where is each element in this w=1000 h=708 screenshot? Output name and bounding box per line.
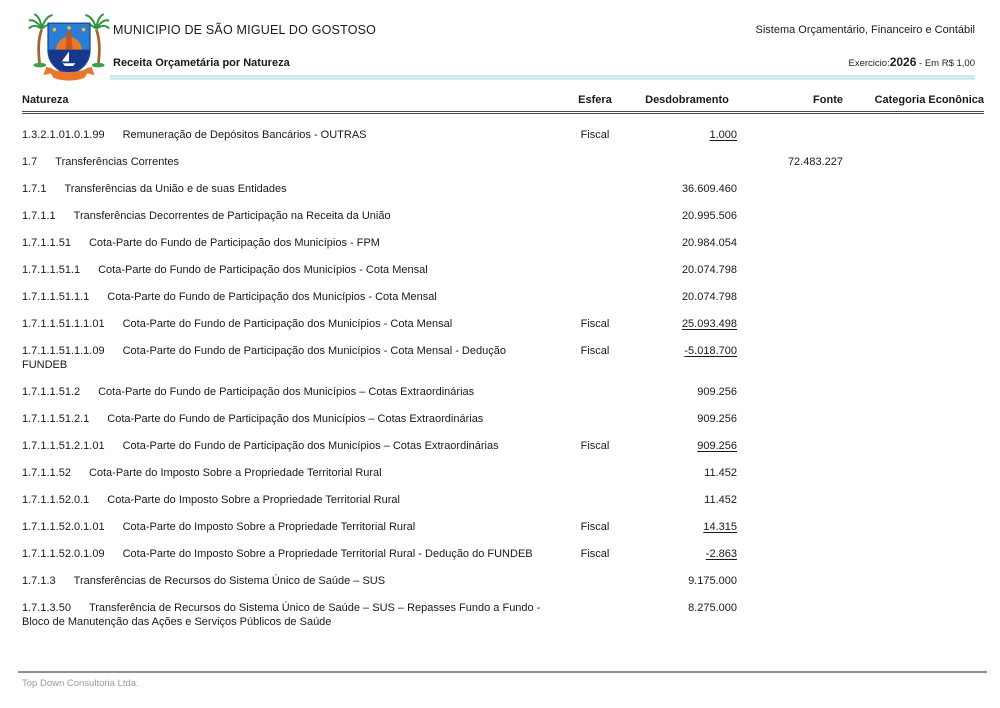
natureza-cell xyxy=(22,385,553,399)
table-row xyxy=(22,412,984,426)
natureza-code: 1.7.1.3 xyxy=(22,575,56,587)
natureza-code: 1.7.1.1 xyxy=(22,210,56,222)
desdobramento-cell: 20.984.054 xyxy=(681,237,737,249)
esfera-cell xyxy=(553,209,637,223)
fonte-cell xyxy=(737,317,843,331)
column-header-natureza: Natureza xyxy=(22,94,69,106)
fonte-cell xyxy=(737,493,843,507)
table-row xyxy=(22,601,984,629)
categoria-cell xyxy=(843,493,984,507)
natureza-desc: Cota-Parte do Fundo de Participação dos Municípios – Cotas Extraordinárias xyxy=(98,386,475,398)
table-row xyxy=(22,236,984,250)
table-row xyxy=(22,574,984,588)
natureza-cell xyxy=(22,155,553,169)
desdobramento-cell: 9.175.000 xyxy=(688,575,737,587)
categoria-cell xyxy=(843,236,984,250)
fonte-cell xyxy=(737,236,843,250)
esfera-cell: Fiscal xyxy=(580,521,610,533)
esfera-cell xyxy=(553,182,637,196)
fonte-cell xyxy=(737,128,843,142)
natureza-desc: Transferências da União e de suas Entidades xyxy=(64,183,287,195)
desdobramento-cell: 1.000 xyxy=(709,129,737,141)
categoria-cell xyxy=(843,182,984,196)
esfera-cell xyxy=(553,574,637,588)
fonte-cell xyxy=(737,209,843,223)
natureza-desc: Cota-Parte do Imposto Sobre a Propriedade Territorial Rural xyxy=(107,494,400,506)
categoria-cell xyxy=(843,344,984,372)
natureza-code: 1.7.1.1.51 xyxy=(22,237,71,249)
fonte-cell xyxy=(737,547,843,561)
categoria-cell xyxy=(843,385,984,399)
natureza-code: 1.7.1.1.52.0.1.09 xyxy=(22,548,105,560)
esfera-cell xyxy=(553,493,637,507)
revenue-table xyxy=(22,94,984,642)
esfera-cell xyxy=(553,236,637,250)
footer-divider xyxy=(18,671,987,673)
exercise-suffix: - Em R$ 1,00 xyxy=(919,58,975,69)
natureza-code: 1.7.1 xyxy=(22,183,47,195)
natureza-code: 1.3.2.1.01.0.1.99 xyxy=(22,129,105,141)
footer-company: Top Down Consultoria Ltda. xyxy=(22,678,139,689)
desdobramento-cell: 909.256 xyxy=(697,440,737,452)
shield-icon xyxy=(48,23,90,77)
column-header-esfera: Esfera xyxy=(578,94,612,106)
natureza-desc: Cota-Parte do Fundo de Participação dos Municípios - Cota Mensal - Dedução FUNDEB xyxy=(22,345,506,371)
table-row xyxy=(22,385,984,399)
column-header-categoria: Categoria Econônica xyxy=(874,94,984,106)
natureza-desc: Transferências Correntes xyxy=(55,156,179,168)
table-row xyxy=(22,155,984,169)
natureza-cell xyxy=(22,412,553,426)
fonte-cell xyxy=(737,466,843,480)
desdobramento-cell: 14.315 xyxy=(703,521,737,533)
esfera-cell xyxy=(553,601,637,629)
natureza-cell xyxy=(22,128,553,142)
natureza-cell xyxy=(22,547,553,561)
fonte-cell xyxy=(737,344,843,372)
desdobramento-cell: -2.863 xyxy=(705,548,737,560)
table-row xyxy=(22,439,984,453)
desdobramento-cell: 20.995.506 xyxy=(681,210,737,222)
natureza-desc: Remuneração de Depósitos Bancários - OUTRAS xyxy=(122,129,367,141)
natureza-desc: Cota-Parte do Fundo de Participação dos Municípios - FPM xyxy=(88,237,380,249)
exercise-year: 2026 xyxy=(889,55,917,69)
esfera-cell xyxy=(553,466,637,480)
table-row xyxy=(22,466,984,480)
natureza-cell xyxy=(22,209,553,223)
natureza-desc: Cota-Parte do Fundo de Participação dos Municípios - Cota Mensal xyxy=(98,264,428,276)
header-divider xyxy=(110,75,975,80)
esfera-cell: Fiscal xyxy=(580,345,610,357)
fonte-cell xyxy=(737,439,843,453)
column-header-desdobramento: Desdobramento xyxy=(645,94,729,106)
esfera-cell xyxy=(553,263,637,277)
table-row xyxy=(22,493,984,507)
table-row xyxy=(22,209,984,223)
table-row xyxy=(22,290,984,304)
categoria-cell xyxy=(843,547,984,561)
natureza-desc: Cota-Parte do Imposto Sobre a Propriedade Territorial Rural xyxy=(122,521,416,533)
categoria-cell xyxy=(843,155,984,169)
report-subtitle: Receita Orçametária por Natureza xyxy=(113,57,290,69)
natureza-code: 1.7.1.1.51.2.1.01 xyxy=(22,440,105,452)
natureza-desc: Cota-Parte do Fundo de Participação dos Municípios – Cotas Extraordinárias xyxy=(122,440,499,452)
natureza-code: 1.7.1.1.52 xyxy=(22,467,71,479)
desdobramento-cell: 11.452 xyxy=(704,494,737,506)
natureza-cell xyxy=(22,182,553,196)
esfera-cell xyxy=(553,155,637,169)
natureza-cell xyxy=(22,601,553,629)
categoria-cell xyxy=(843,574,984,588)
esfera-cell: Fiscal xyxy=(580,440,610,452)
natureza-cell xyxy=(22,344,553,372)
municipality-logo-icon xyxy=(28,7,110,85)
table-row xyxy=(22,317,984,331)
natureza-cell xyxy=(22,466,553,480)
natureza-desc: Cota-Parte do Fundo de Participação dos Municípios - Cota Mensal xyxy=(122,318,453,330)
table-row xyxy=(22,520,984,534)
desdobramento-cell: 8.275.000 xyxy=(688,602,737,614)
desdobramento-cell: 11.452 xyxy=(704,467,737,479)
categoria-cell xyxy=(843,439,984,453)
categoria-cell xyxy=(843,263,984,277)
fonte-cell xyxy=(737,412,843,426)
natureza-code: 1.7.1.1.51.1.1.01 xyxy=(22,318,105,330)
esfera-cell: Fiscal xyxy=(580,318,610,330)
table-row xyxy=(22,263,984,277)
page-title: MUNICIPIO DE SÃO MIGUEL DO GOSTOSO xyxy=(113,23,377,37)
table-row xyxy=(22,182,984,196)
natureza-code: 1.7.1.1.52.0.1.01 xyxy=(22,521,105,533)
natureza-cell xyxy=(22,493,553,507)
categoria-cell xyxy=(843,601,984,629)
natureza-cell xyxy=(22,520,553,534)
table-row xyxy=(22,128,984,142)
desdobramento-cell: 20.074.798 xyxy=(681,264,737,276)
esfera-cell xyxy=(553,290,637,304)
natureza-code: 1.7.1.1.51.1.1.09 xyxy=(22,345,105,357)
desdobramento-cell: -5.018.700 xyxy=(684,345,737,357)
table-row xyxy=(22,547,984,561)
natureza-code: 1.7 xyxy=(22,156,38,168)
fonte-cell xyxy=(737,601,843,629)
column-header-fonte: Fonte xyxy=(813,94,843,106)
fonte-cell xyxy=(737,574,843,588)
system-name: Sistema Orçamentário, Financeiro e Contábil xyxy=(755,24,975,36)
natureza-code: 1.7.1.1.52.0.1 xyxy=(22,494,90,506)
natureza-desc: Cota-Parte do Imposto Sobre a Propriedade Territorial Rural xyxy=(88,467,382,479)
categoria-cell xyxy=(843,520,984,534)
natureza-desc: Cota-Parte do Fundo de Participação dos Municípios - Cota Mensal xyxy=(107,291,437,303)
natureza-cell xyxy=(22,574,553,588)
categoria-cell xyxy=(843,412,984,426)
categoria-cell xyxy=(843,466,984,480)
natureza-code: 1.7.1.1.51.2.1 xyxy=(22,413,90,425)
fonte-cell xyxy=(737,290,843,304)
natureza-cell xyxy=(22,236,553,250)
fonte-cell xyxy=(737,182,843,196)
natureza-cell xyxy=(22,439,553,453)
natureza-cell xyxy=(22,317,553,331)
table-body xyxy=(22,128,984,629)
esfera-cell: Fiscal xyxy=(580,548,610,560)
esfera-cell xyxy=(553,385,637,399)
desdobramento-cell xyxy=(637,155,737,169)
natureza-code: 1.7.1.1.51.2 xyxy=(22,386,81,398)
fonte-cell: 72.483.227 xyxy=(787,156,843,168)
categoria-cell xyxy=(843,290,984,304)
fonte-cell xyxy=(737,385,843,399)
fonte-cell xyxy=(737,520,843,534)
natureza-cell xyxy=(22,263,553,277)
desdobramento-cell: 909.256 xyxy=(697,413,737,425)
categoria-cell xyxy=(843,128,984,142)
desdobramento-cell: 25.093.498 xyxy=(681,318,737,330)
esfera-cell: Fiscal xyxy=(580,129,610,141)
natureza-desc: Transferências de Recursos do Sistema Único de Saúde – SUS xyxy=(73,575,386,587)
natureza-desc: Cota-Parte do Imposto Sobre a Propriedade Territorial Rural - Dedução do FUNDEB xyxy=(122,548,533,560)
table-header xyxy=(22,94,984,114)
natureza-code: 1.7.1.1.51.1 xyxy=(22,264,81,276)
natureza-code: 1.7.1.1.51.1.1 xyxy=(22,291,90,303)
esfera-cell xyxy=(553,412,637,426)
fonte-cell xyxy=(737,263,843,277)
categoria-cell xyxy=(843,317,984,331)
natureza-desc: Transferência de Recursos do Sistema Único de Saúde – SUS – Repasses Fundo a Fundo - Bloco de Manutenção das Ações e Serviços Públicos de Saúde xyxy=(22,602,541,628)
natureza-code: 1.7.1.3.50 xyxy=(22,602,71,614)
table-row xyxy=(22,344,984,372)
exercise-label: Exercicio: xyxy=(848,58,890,69)
categoria-cell xyxy=(843,209,984,223)
natureza-desc: Transferências Decorrentes de Participação na Receita da União xyxy=(73,210,391,222)
exercise-line xyxy=(849,55,976,69)
natureza-cell xyxy=(22,290,553,304)
desdobramento-cell: 20.074.798 xyxy=(681,291,737,303)
desdobramento-cell: 909.256 xyxy=(697,386,737,398)
natureza-desc: Cota-Parte do Fundo de Participação dos Municípios – Cotas Extraordinárias xyxy=(107,413,484,425)
desdobramento-cell: 36.609.460 xyxy=(681,183,737,195)
